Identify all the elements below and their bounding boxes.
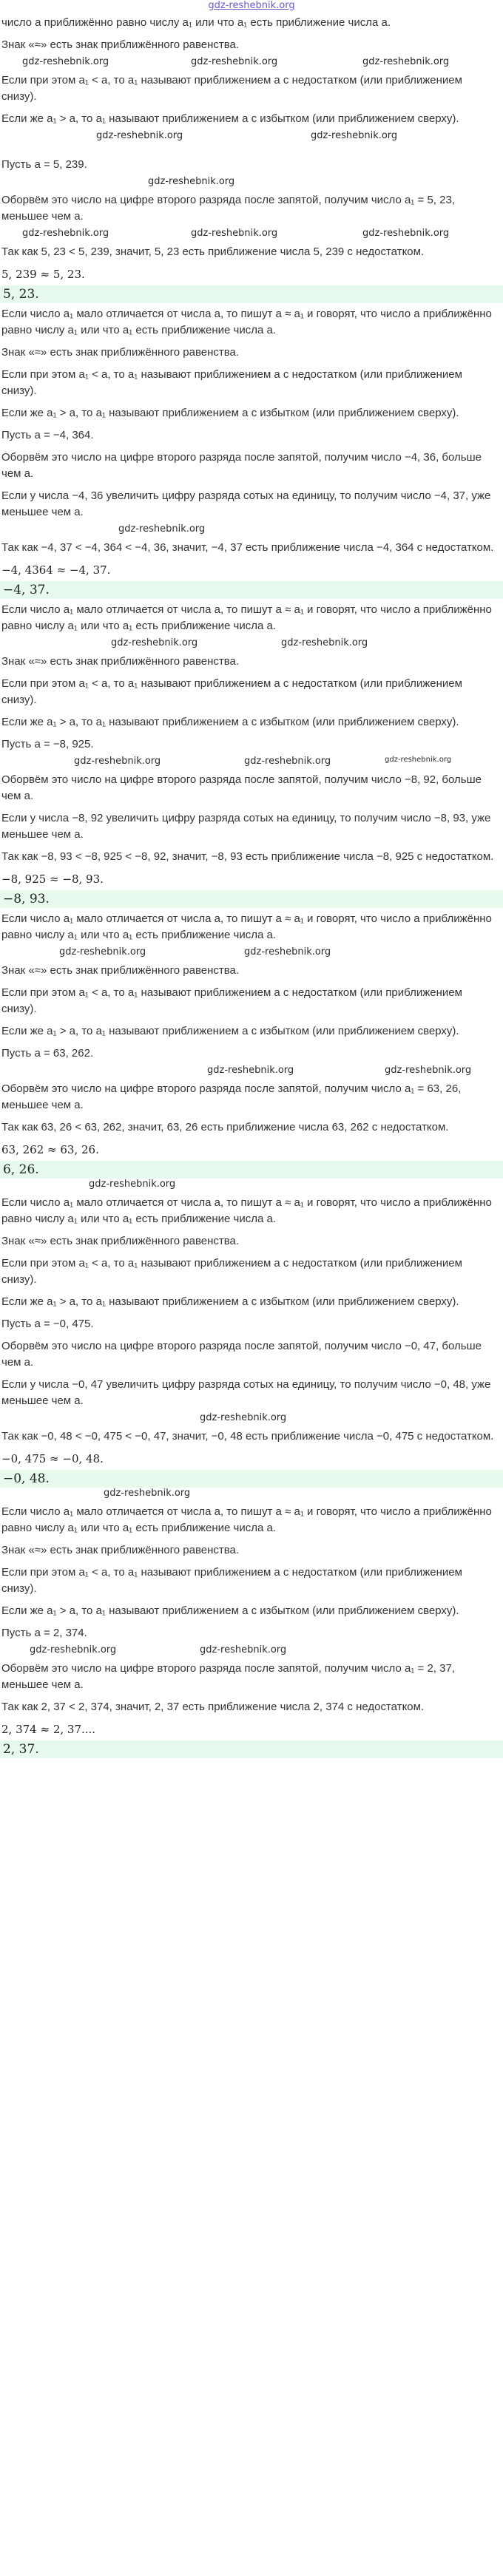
solution-block: [0, 424, 503, 733]
solution-line: Пусть a = −4, 364.: [1, 429, 94, 441]
watermark-text: gdz-reshebnik.org: [191, 56, 278, 67]
rule-line: Если же a₁ > a, то a₁ называют приближением a с избытком (или приближением сверху).: [1, 1025, 459, 1037]
solution-line: −8, 925 ≈ −8, 93.: [1, 872, 104, 886]
solution-block: [0, 1043, 503, 1313]
rule-line: Если же a₁ > a, то a₁ называют приближением a с избытком (или приближением сверху).: [1, 716, 459, 728]
answer-box: −4, 37.: [0, 581, 503, 599]
watermark-text: gdz-reshebnik.org: [30, 1644, 117, 1655]
watermark-text: gdz-reshebnik.org: [96, 130, 183, 141]
rule-line: Если число a₁ мало отличается от числа a, то пишут a ≈ a₁ и говорят, что число a приближённо равно числу a₁ или что a₁ есть приближение числа a.: [1, 1196, 492, 1225]
watermark-text: gdz-reshebnik.org: [111, 637, 198, 648]
rule-line: Если число a₁ мало отличается от числа a, то пишут a ≈ a₁ и говорят, что число a приближённо равно числу a₁ или что a₁ есть приближение числа a.: [1, 603, 492, 632]
rule-line: Если число a₁ мало отличается от числа a, то пишут a ≈ a₁ и говорят, что число a приближённо равно числу a₁ или что a₁ есть приближение числа a.: [1, 308, 492, 336]
solution-line: Если у числа −8, 92 увеличить цифру разряда сотых на единицу, то получим число −8, 93, уже меньшее чем a.: [1, 812, 491, 841]
intro-line: число a приближённо равно числу a₁ или что a₁ есть приближение числа a.: [1, 16, 391, 29]
watermark-text: gdz-reshebnik.org: [74, 756, 161, 767]
rule-line: Если же a₁ > a, то a₁ называют приближением a с избытком (или приближением сверху).: [1, 1295, 459, 1308]
watermark-text: gdz-reshebnik.org: [244, 756, 331, 767]
solution-line: −4, 4364 ≈ −4, 37.: [1, 563, 111, 577]
solution-line: Оборвём это число на цифре второго разряда после запятой, получим число a₁ = 2, 37, меньшее чем a.: [1, 1662, 455, 1691]
intro-line: Если при этом a₁ < a, то a₁ называют приближением a с недостатком (или приближением снизу).: [1, 74, 462, 103]
watermark-text: gdz-reshebnik.org: [148, 176, 235, 187]
solution-block: [0, 154, 503, 424]
rule-line: Знак «≈» есть знак приближённого равенства.: [1, 964, 240, 977]
solution-block: [0, 1622, 503, 1758]
answer-box: −8, 93.: [0, 890, 503, 908]
rule-line: Если при этом a₁ < a, то a₁ называют приближением a с недостатком (или приближением снизу).: [1, 1566, 462, 1595]
solution-line: Так как −8, 93 < −8, 925 < −8, 92, значит, −8, 93 есть приближение числа −8, 925 с недостатком.: [1, 850, 494, 863]
solution-line: −0, 475 ≈ −0, 48.: [1, 1452, 104, 1465]
solution-line: Так как −0, 48 < −0, 475 < −0, 47, значит, −0, 48 есть приближение числа −0, 475 с недостатком.: [1, 1430, 494, 1443]
watermark-text: gdz-reshebnik.org: [22, 228, 109, 239]
watermark-text: gdz-reshebnik.org: [244, 946, 331, 957]
rule-line: Знак «≈» есть знак приближённого равенства.: [1, 1235, 240, 1247]
rule-line: Знак «≈» есть знак приближённого равенства.: [1, 1544, 240, 1556]
solution-line: Если у числа −0, 47 увеличить цифру разряда сотых на единицу, то получим число −0, 48, уже меньшее чем a.: [1, 1378, 491, 1407]
watermark-text: gdz-reshebnik.org: [200, 1644, 287, 1655]
solution-line: Так как 2, 37 < 2, 374, значит, 2, 37 есть приближение числа 2, 374 с недостатком.: [1, 1701, 425, 1713]
answer-box: 2, 37.: [0, 1741, 503, 1758]
watermark-text: gdz-reshebnik.org: [281, 637, 368, 648]
solution-line: Пусть a = 63, 262.: [1, 1047, 94, 1060]
solution-line: Пусть a = 2, 374.: [1, 1627, 87, 1639]
rule-line: Если при этом a₁ < a, то a₁ называют приближением a с недостатком (или приближением снизу).: [1, 1257, 462, 1286]
rule-line: Если при этом a₁ < a, то a₁ называют приближением a с недостатком (или приближением снизу).: [1, 368, 462, 397]
watermark-text: gdz-reshebnik.org: [362, 228, 450, 239]
solution-line: Пусть a = 5, 239.: [1, 158, 87, 171]
watermark-text: gdz-reshebnik.org: [118, 523, 206, 535]
watermark-text: gdz-reshebnik.org: [89, 1179, 176, 1190]
watermark-text: gdz-reshebnik.org: [104, 1488, 191, 1499]
solution-line: Оборвём это число на цифре второго разряда после запятой, получим число −0, 47, больше чем a.: [1, 1340, 482, 1369]
answer-box: 6, 26.: [0, 1161, 503, 1179]
watermark-text: gdz-reshebnik.org: [200, 1412, 287, 1423]
solution-line: 5, 239 ≈ 5, 23.: [1, 268, 85, 281]
rule-line: Знак «≈» есть знак приближённого равенства.: [1, 346, 240, 359]
solution-line: Оборвём это число на цифре второго разряда после запятой, получим число −8, 92, больше чем a.: [1, 773, 482, 802]
watermark-text: gdz-reshebnik.org: [385, 1065, 472, 1076]
solution-line: Так как −4, 37 < −4, 364 < −4, 36, значит, −4, 37 есть приближение числа −4, 364 с недостатком.: [1, 541, 494, 554]
rule-line: Если число a₁ мало отличается от числа a, то пишут a ≈ a₁ и говорят, что число a приближённо равно числу a₁ или что a₁ есть приближение числа a.: [1, 912, 492, 941]
solution-line: 2, 374 ≈ 2, 37....: [1, 1723, 96, 1736]
document-body: [0, 12, 503, 1758]
intro-line: Если же a₁ > a, то a₁ называют приближением a с избытком (или приближением сверху).: [1, 112, 459, 125]
solution-line: Если у числа −4, 36 увеличить цифру разряда сотых на единицу, то получим число −4, 37, уже меньшее чем a.: [1, 489, 491, 518]
rule-line: Знак «≈» есть знак приближённого равенства.: [1, 655, 240, 668]
rule-line: Если же a₁ > a, то a₁ называют приближением a с избытком (или приближением сверху).: [1, 1604, 459, 1617]
solution-line: Так как 63, 26 < 63, 262, значит, 63, 26 есть приближение числа 63, 262 с недостатком.: [1, 1121, 449, 1133]
watermark-text: gdz-reshebnik.org: [311, 130, 398, 141]
rule-line: Если число a₁ мало отличается от числа a, то пишут a ≈ a₁ и говорят, что число a приближённо равно числу a₁ или что a₁ есть приближение числа a.: [1, 1505, 492, 1534]
watermark-text: gdz-reshebnik.org: [207, 1065, 294, 1076]
solution-line: Пусть a = −8, 925.: [1, 738, 94, 750]
answer-box: −0, 48.: [0, 1470, 503, 1488]
solution-line: Так как 5, 23 < 5, 239, значит, 5, 23 есть приближение числа 5, 239 с недостатком.: [1, 245, 425, 258]
intro-line: Знак «≈» есть знак приближённого равенства.: [1, 38, 240, 51]
solution-block: [0, 733, 503, 1043]
solution-line: Пусть a = −0, 475.: [1, 1318, 94, 1330]
solution-line: Оборвём это число на цифре второго разряда после запятой, получим число a₁ = 63, 26, меньшее чем a.: [1, 1082, 462, 1111]
watermark-text: gdz-reshebnik.org: [22, 56, 109, 67]
rule-line: Если при этом a₁ < a, то a₁ называют приближением a с недостатком (или приближением снизу).: [1, 677, 462, 706]
solution-line: Оборвём это число на цифре второго разряда после запятой, получим число a₁ = 5, 23, меньшее чем a.: [1, 194, 455, 223]
solution-block: [0, 1313, 503, 1622]
rule-line: Если при этом a₁ < a, то a₁ называют приближением a с недостатком (или приближением снизу).: [1, 986, 462, 1015]
solution-line: 63, 262 ≈ 63, 26.: [1, 1143, 99, 1156]
watermark-text: gdz-reshebnik.org: [362, 56, 450, 67]
rule-line: Если же a₁ > a, то a₁ называют приближением a с избытком (или приближением сверху).: [1, 407, 459, 419]
watermark-text: gdz-reshebnik.org: [59, 946, 146, 957]
solution-line: Оборвём это число на цифре второго разряда после запятой, получим число −4, 36, больше чем a.: [1, 451, 482, 480]
watermark-text: gdz-reshebnik.org: [385, 756, 452, 764]
answer-box: 5, 23.: [0, 285, 503, 303]
watermark-text: gdz-reshebnik.org: [191, 228, 278, 239]
site-header-link[interactable]: gdz-reshebnik.org: [208, 0, 295, 11]
